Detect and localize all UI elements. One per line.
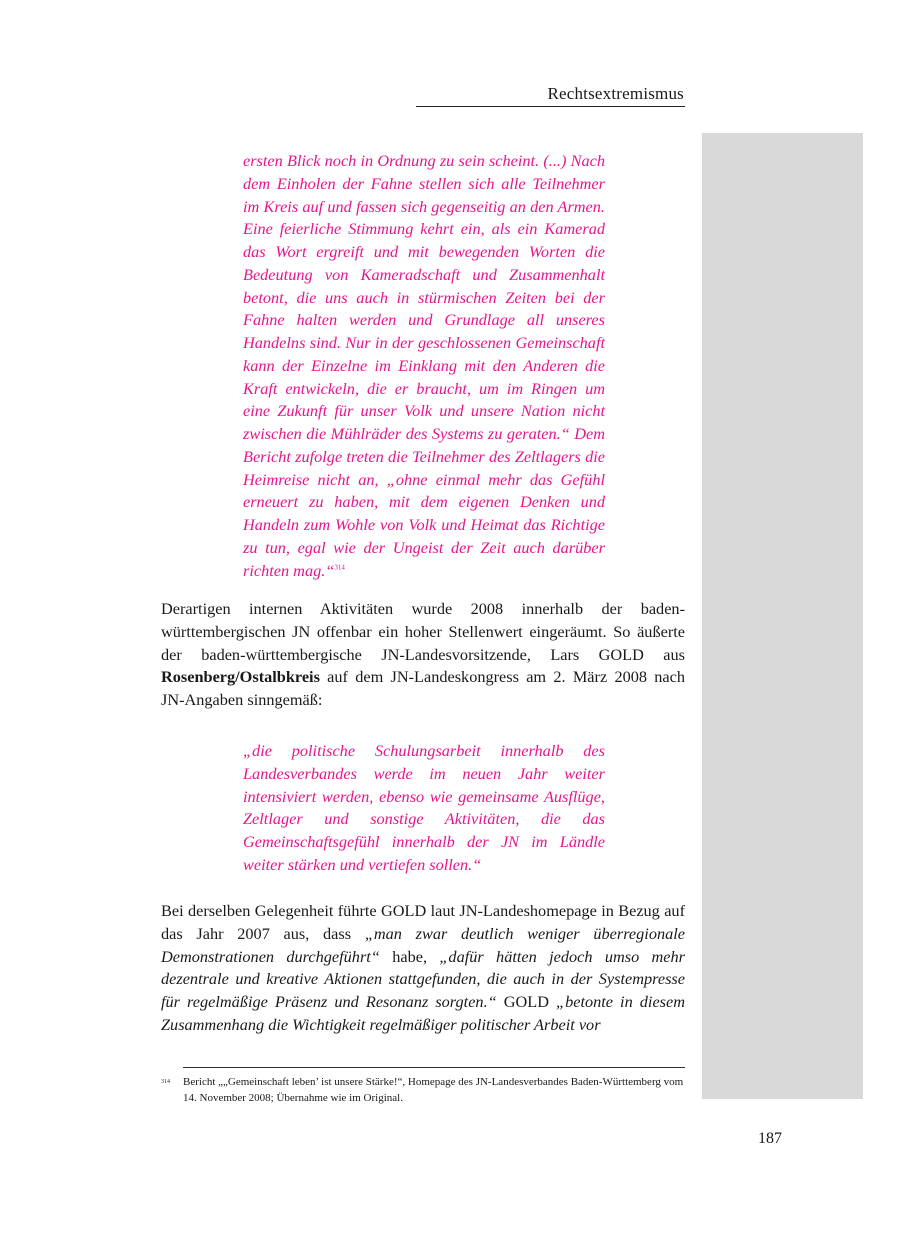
inline-quote-a: „man zwar deutlich weniger überregionale Demonstrationen durchgeführt“	[161, 923, 685, 966]
paragraph-1-text-before: Derartigen internen Aktivitäten wurde 2008 innerhalb der baden-württembergischen JN offenbar ein hoher Stellenwert eingeräumt. So äußerte der baden-württembergische JN-Landesvorsitzende, Lars GOLD aus	[161, 599, 685, 664]
paragraph-2-text-2: habe,	[379, 946, 440, 966]
inline-quote-c: „betonte in diesem Zusammenhang die Wichtigkeit regelmäßiger politischer Arbeit vor	[161, 992, 685, 1034]
paragraph-2-text-1: Bei derselben Gelegenheit führte GOLD laut JN-Landeshomepage in Bezug auf das Jahr 2007 aus, dass	[161, 901, 685, 943]
block-quote-1-text: ersten Blick noch in Ordnung zu sein scheint. (...) Nach dem Einholen der Fahne stellen sich alle Teilnehmer im Kreis auf und fassen sich gegenseitig an den Armen. Eine feierliche Stimmung kehrt ein, als ein Kamerad das Wort ergreift und mit bewegenden Worten die Bedeutung von Kameradschaft und Zusammenhalt betont, die uns auch in stürmischen Zeiten bei der Fahne halten werden und Grundlage all unseres Handelns sind. Nur in der geschlossenen Gemeinschaft kann der Einzelne im Einklang mit den Anderen die Kraft entwickeln, die er braucht, um im Ringen um eine Zukunft für unser Volk und unsere Nation nicht zwischen die Mühlräder des Systems zu geraten.“ Dem Bericht zufolge treten die Teilnehmer des Zeltlagers die Heimreise nicht an, „ohne einmal mehr das Gefühl erneuert zu haben, mit dem eigenen Denken und Handeln zum Wohle von Volk und Heimat das Richtige zu tun, egal wie der Ungeist der Zeit auch darüber richten mag.“	[243, 151, 605, 580]
footnote	[161, 1074, 685, 1106]
footnote-rule	[183, 1067, 685, 1068]
location-highlight: Rosenberg/Ostalbkreis	[161, 667, 320, 687]
paragraph-2-text-3: GOLD	[496, 992, 557, 1012]
body-paragraph-2	[161, 900, 685, 1037]
block-quote-1	[243, 150, 605, 582]
block-quote-2: „die politische Schulungsarbeit innerhalb des Landesverbandes werde im neuen Jahr weiter intensiviert werden, ebenso wie gemeinsame Ausflüge, Zeltlager und sonstige Aktivitäten, die das Gemeinschaftsgefühl innerhalb der JN im Ländle weiter stärken und vertiefen sollen.“	[243, 741, 605, 874]
margin-sidebar	[702, 133, 863, 1099]
header-rule	[416, 106, 685, 107]
footnote-text: Bericht „„Gemeinschaft leben’ ist unsere Stärke!“, Homepage des JN-Landesverbandes Baden-Württemberg vom 14. November 2008; Übernahme wie im Original.	[183, 1076, 684, 1104]
page-number: 187	[758, 1130, 782, 1147]
footnote-reference[interactable]: 314	[334, 563, 345, 572]
paragraph-1-text-after: auf dem JN-Landeskongress am 2. März 2008 nach JN-Angaben sinngemäß:	[161, 667, 685, 710]
running-header: Rechtsextremismus	[547, 84, 684, 103]
inline-quote-b: „dafür hätten jedoch umso mehr dezentrale und kreative Aktionen stattgefunden, die auch in der Systempresse für regelmäßige Präsenz und Resonanz sorgten.“	[161, 946, 686, 1012]
body-paragraph-1	[161, 598, 685, 712]
footnote-number: 314	[161, 1079, 170, 1085]
